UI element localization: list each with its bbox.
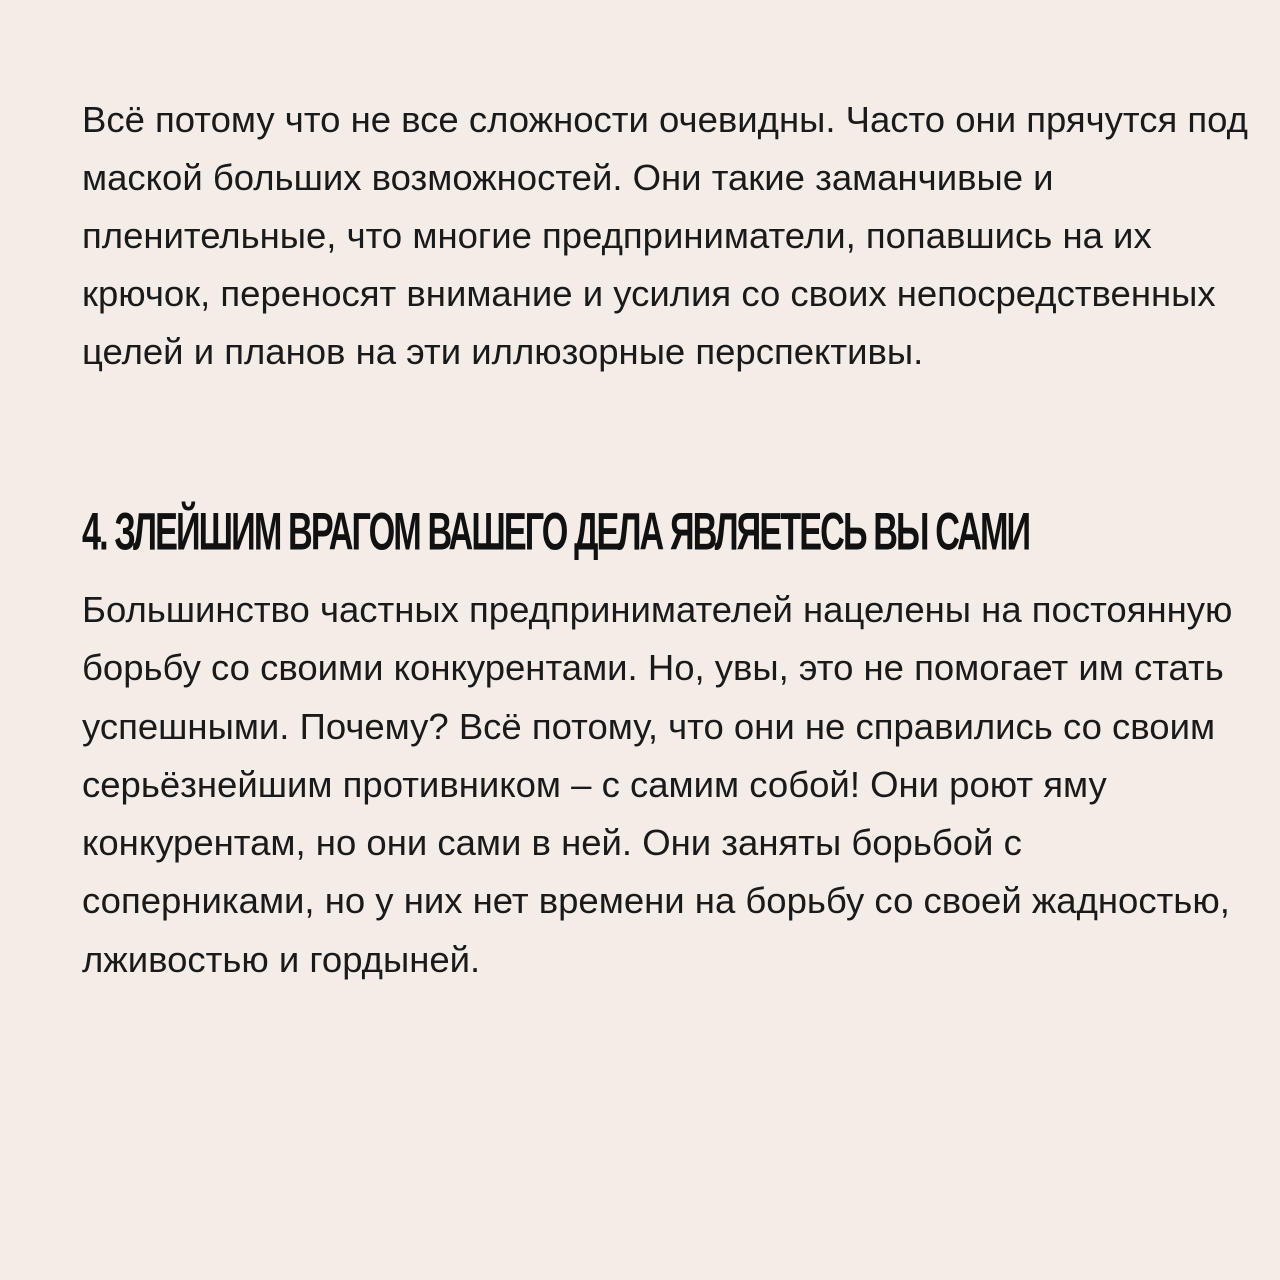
section-body-paragraph: Большинство частных предпринимателей нацелены на постоянную борьбу со своими конкурентами. Но, увы, это не помогает им стать успешными. Почему? Всё потому, что они не справились со своим серьёзнейшим противником – с самим собой! Они роют яму конкурентам, но они сами в ней. Они заняты борьбой с соперниками, но у них нет времени на борьбу со своей жадностью, лживостью и гордыней.: [82, 589, 1233, 980]
section-heading: 4. ЗЛЕЙШИМ ВРАГОМ ВАШЕГО ДЕЛА ЯВЛЯЕТЕСЬ ВЫ САМИ: [82, 501, 1030, 562]
intro-paragraph: Всё потому что не все сложности очевидны. Часто они прячутся под маской больших возможностей. Они такие заманчивые и пленительные, что многие предприниматели, попавшись на их крючок, переносят внимание и усилия со своих непосредственных целей и планов на эти иллюзорные перспективы.: [82, 99, 1248, 372]
